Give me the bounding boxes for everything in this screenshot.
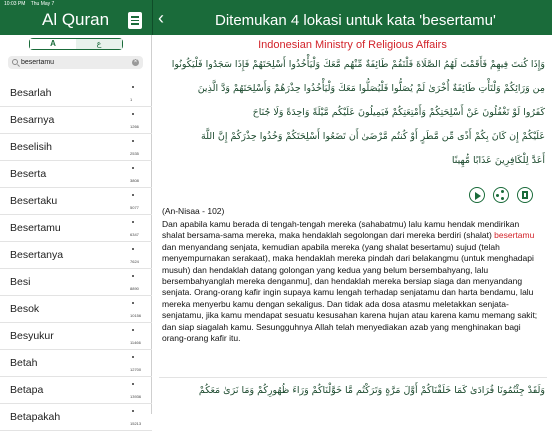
share-button[interactable] [493,187,509,203]
segment-arabic[interactable]: ع [76,39,122,49]
list-item[interactable] [0,134,152,161]
list-item-word: Betapa [10,384,44,396]
list-item[interactable] [0,188,152,215]
list-item[interactable] [0,350,152,377]
status-date: Thu May 7 [30,1,55,7]
list-item-word: Besertaku [10,195,58,207]
index-bullet [132,86,134,88]
list-item-word: Besarnya [10,114,55,126]
detail-title: Ditemukan 4 lokasi untuk kata 'besertamu' [215,12,496,29]
arabic-verse-line: أَعَدَّ لِلْكَافِرِينَ عَذَابًا مُّهِينًا [451,155,545,166]
index-bullet [132,302,134,304]
list-item[interactable] [0,323,152,350]
list-item-word: Besyukur [10,330,54,342]
index-bullet [132,221,134,223]
play-button[interactable] [469,187,485,203]
bookmark-icon [522,191,528,199]
arabic-verse-line: كَفَرُوا لَوْ تَغْفُلُونَ عَنْ أَسْلِحَتِكُمْ وَأَمْتِعَتِكُمْ فَيَمِيلُونَ عَلَيْكُم مَّيْلَةً وَاحِدَةً وَلَا جُنَاحَ [252,107,545,118]
index-bullet [132,194,134,196]
list-item-word: Beserta [10,168,47,180]
chevron-left-icon[interactable]: ‹ [158,8,164,28]
list-item-count: 12700 [130,367,142,372]
list-item-count: 15213 [130,421,142,426]
language-segment[interactable] [29,38,123,50]
list-item[interactable] [0,215,152,242]
list-item-word: Besok [10,303,40,315]
list-item[interactable] [0,161,152,188]
list-item[interactable] [0,269,152,296]
list-item-count: 2535 [130,151,139,156]
list-item[interactable] [0,377,152,404]
segment-latin[interactable]: A [30,39,76,49]
list-item-count: 1266 [130,124,139,129]
verse-detail-panel [153,35,552,414]
list-item-count: 6347 [130,232,139,237]
index-bullet [132,248,134,250]
index-bullet [132,167,134,169]
list-item-word: Besertanya [10,249,64,261]
list-item-count: 8890 [130,286,139,291]
list-item-count: 7624 [130,259,139,264]
verse-divider [159,377,547,378]
list-item-count: 3808 [130,178,139,183]
list-item-word: Besarlah [10,87,52,99]
app-title: Al Quran [42,10,110,29]
index-bullet [132,140,134,142]
index-bullet [132,329,134,331]
list-item-word: Betapakah [10,411,61,423]
search-icon [12,59,18,65]
search-highlight: besertamu [494,230,535,241]
list-item[interactable] [0,296,152,323]
translation-text-before: Dan apabila kamu berada di tengah-tengah mereka (sahabatmu) lalu kamu hendak mendirikan shalat bersama-sama mereka, maka hendaklah segolongan dari mereka berdiri (shalat) [162,219,520,241]
list-item-count: 1 [130,97,133,102]
word-list-panel [0,35,152,426]
list-item[interactable] [0,107,152,134]
list-item-count: 10156 [130,313,142,318]
status-time: 10:03 PM [4,1,26,7]
index-bullet [132,383,134,385]
document-list-icon[interactable] [128,12,142,29]
translation-text-after: dan menyandang senjata, kemudian apabila mereka (yang shalat besertamu) sujud (telah menyempurnakan serakaat), maka hendaklah mereka pindah dari belakangmu (untuk menghadapi musuh) dan hendaklah datang golongan yang kedua yang belum bersembahyang, lalu bersembahyanglah mereka denganmu], dan hendaklah mereka bersiap siaga dan menyandang senjata. Orang-orang kafir ingin supaya kamu lengah terhadap senjatamu dan harta bendamu, lalu mereka menyerbu kamu dengan sekaligus. Dan tidak ada dosa atasmu meletakkan senjata-senjatamu, jika kamu mendapat sesuatu kesusahan karena hujan atau karena kamu memang sakit; dan siap siagalah kamu. Sesungguhnya Allah telah menyediakan azab yang menghinakan bagi orang-orang kafir itu. [162,241,538,344]
arabic-verse-line: عَلَيْكُمْ إِن كَانَ بِكُمْ أَذًى مِّن مَّطَرٍ أَوْ كُنتُم مَّرْضَىٰ أَن تَضَعُوا أَسْلِحَتَكُمْ وَخُذُوا حِذْرَكُمْ إِنَّ اللَّهَ [201,131,545,142]
list-item-word: Betah [10,357,38,369]
arabic-verse-line: مِن وَرَائِكُمْ وَلْتَأْتِ طَائِفَةٌ أُخْرَىٰ لَمْ يُصَلُّوا فَلْيُصَلُّوا مَعَكَ وَلْيَأْخُذُوا حِذْرَهُمْ وَأَسْلِحَتَهُمْ وَدَّ الَّذِينَ [197,83,545,94]
word-list [0,80,152,431]
share-icon [501,190,504,193]
arabic-verse-line-next: وَلَقَدْ جِئْتُمُونَا فُرَادَىٰ كَمَا خَلَقْنَاكُمْ أَوَّلَ مَرَّةٍ وَتَرَكْتُم مَّا خَوَّلْنَاكُمْ وَرَاءَ ظُهُورِكُمْ وَمَا نَرَىٰ مَعَكُمْ [198,385,545,396]
index-bullet [132,356,134,358]
list-item[interactable] [0,404,152,431]
list-item[interactable] [0,242,152,269]
translation-source: Indonesian Ministry of Religious Affairs [258,39,447,51]
list-item-count: 13936 [130,394,142,399]
arabic-verse-line: وَإِذَا كُنتَ فِيهِمْ فَأَقَمْتَ لَهُمُ الصَّلَاةَ فَلْتَقُمْ طَائِفَةٌ مِّنْهُم مَّعَكَ وَلْيَأْخُذُوا أَسْلِحَتَهُمْ فَإِذَا سَجَدُوا فَلْيَكُونُوا [171,59,545,70]
list-item-word: Besi [10,276,31,288]
list-item-count: 5077 [130,205,139,210]
index-bullet [132,113,134,115]
play-icon [475,192,481,200]
index-bullet [132,410,134,412]
verse-translation [162,219,544,344]
status-bar [0,0,552,8]
list-item-word: Beselisih [10,141,53,153]
list-item[interactable] [0,80,152,107]
list-item-count: 11466 [130,340,141,345]
search-bar[interactable] [8,56,143,69]
verse-reference: (An-Nisaa - 102) [162,206,225,216]
list-item-word: Besertamu [10,222,61,234]
bookmark-button[interactable] [517,187,533,203]
search-input[interactable] [21,56,129,69]
index-bullet [132,275,134,277]
clear-icon[interactable]: × [133,59,138,65]
